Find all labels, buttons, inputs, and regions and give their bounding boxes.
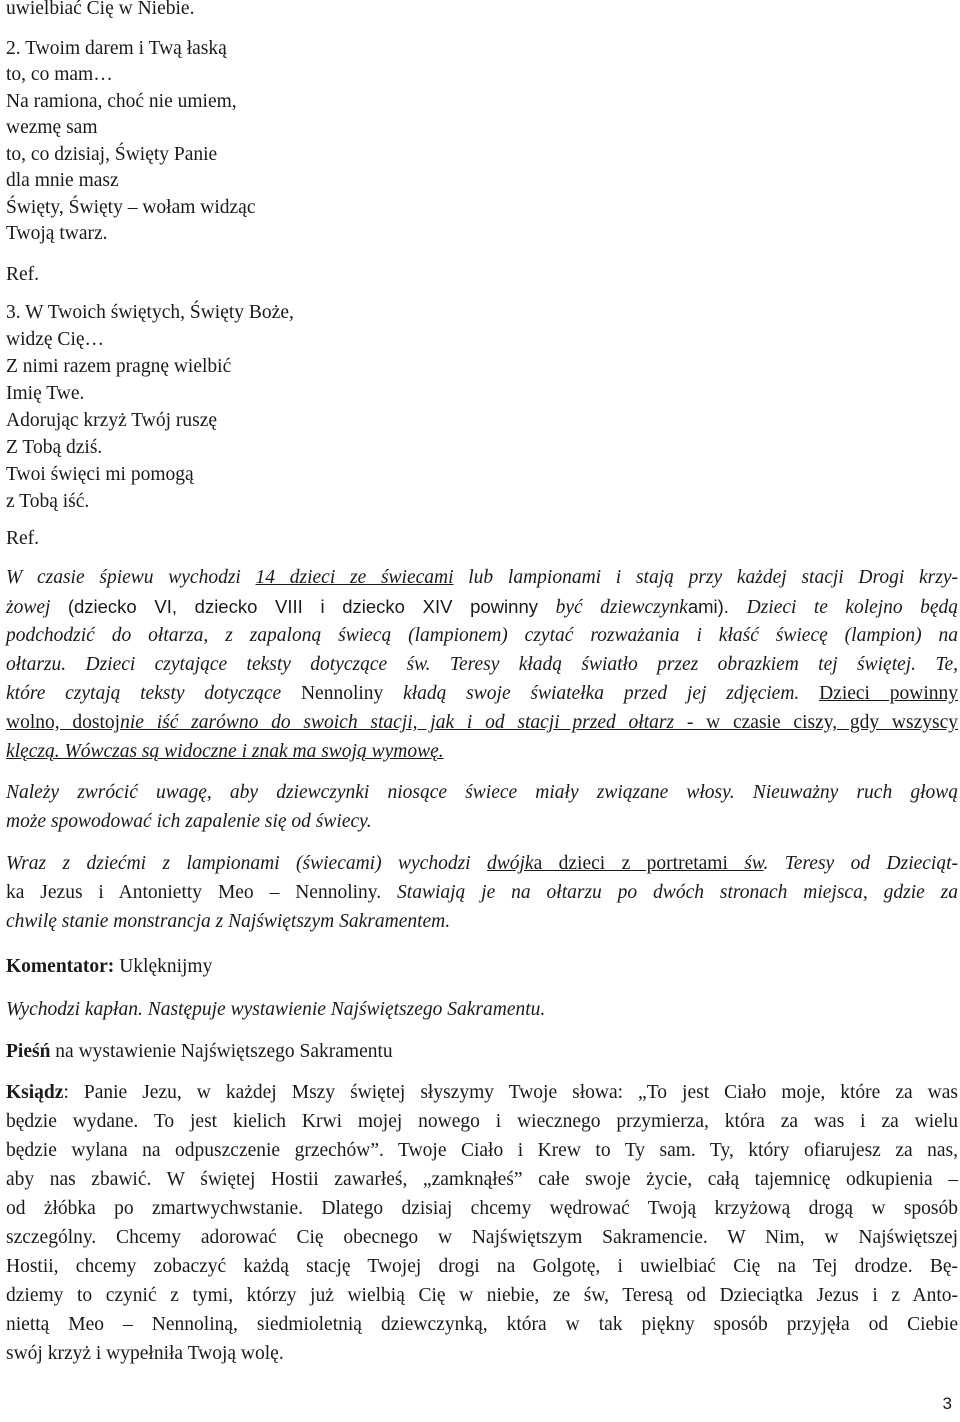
song-line: z Tobą iść. xyxy=(6,491,90,512)
rubric-text: Stawiają je na ołtarzu po dwóch stronach miejsca, gdzie za xyxy=(397,882,958,903)
song-line: widzę Cię… xyxy=(6,329,105,350)
rubric-underlined-text: 14 dzieci ze świecami xyxy=(255,567,454,588)
priest-line: aby nas zbawić. W świętej Hostii zawarłeś, „zamknąłeś” całe swoje życie, całą tajemnicę odkupienia – xyxy=(6,1169,958,1190)
rubric-underlined-text: dwójk xyxy=(486,853,534,874)
rubric-line: Należy zwrócić uwagę, aby dziewczynki niosące świece miały związane włosy. Nieuważny ruch głową xyxy=(6,782,958,803)
rubric-underlined-text: wolno, dostoj xyxy=(6,712,121,733)
rubric-text: kładą swoje światełka przed jej zdjęciem. xyxy=(383,683,820,704)
rubric-paragraph xyxy=(6,849,958,936)
song-line: Na ramiona, choć nie umiem, xyxy=(6,91,237,112)
refrain-marker: Ref. xyxy=(6,264,40,285)
commentator-line xyxy=(6,954,212,980)
rubric-line: klęczą. Wówczas są widoczne i znak ma swoją wymowę. xyxy=(6,741,444,762)
rubric-text: ka Jezus i Antonietty Meo – Nennoliny. xyxy=(6,882,398,903)
refrain-marker: Ref. xyxy=(6,528,40,549)
rubric-text: W czasie śpiewu wychodzi xyxy=(6,567,256,588)
rubric-underlined-text: Dzieci powinny xyxy=(819,683,958,704)
rubric-line: podchodzić do ołtarza, z zapaloną świecą (lampionem) czytać rozważania i kłaść świecę (lampion) na xyxy=(6,625,958,646)
rubric-text: być dziewczynk xyxy=(555,597,688,618)
song-line: uwielbiać Cię w Niebie. xyxy=(6,0,195,19)
song-line: to, co mam… xyxy=(6,64,113,85)
rubric-paragraph xyxy=(6,778,958,836)
song-line: Święty, Święty – wołam widząc xyxy=(6,197,256,218)
rubric-underlined-text: a dzieci z portretami xyxy=(533,853,728,874)
rubric-text: żowej xyxy=(6,597,68,618)
song-line: 2. Twoim darem i Twą łaską xyxy=(6,38,227,59)
priest-line: niettą Meo – Nennoliną, siedmioletnią dziewczynką, która w tak piękny sposób przyjęła od Ciebie xyxy=(6,1314,958,1335)
song-line: wezmę sam xyxy=(6,117,98,138)
song-line: to, co dzisiaj, Święty Panie xyxy=(6,144,218,165)
rubric-underlined-text: św xyxy=(727,853,764,874)
speaker-label: Ksiądz xyxy=(6,1082,64,1103)
hymn-label: Pieśń xyxy=(6,1041,51,1062)
priest-line: swój krzyż i wypełniła Twoją wolę. xyxy=(6,1343,284,1364)
priest-line: szczególny. Chcemy adorować Cię obecnego w Najświętszym Sakramencie. W Nim, w Najświętszej xyxy=(6,1227,958,1248)
song-line: Twoi święci mi pomogą xyxy=(6,464,194,485)
priest-line: będzie wylana na odpuszczenie grzechów”. Twoje Ciało i Krew to Ty sam. Ty, który ofiarujesz za nas, xyxy=(6,1140,958,1161)
rubric-text: . Teresy od Dzieciąt- xyxy=(763,853,958,874)
priest-line: Hostii, chcemy zobaczyć każdą stację Twojej drogi na Golgotę, i uwielbiać Cię na Tej drodze. Bę- xyxy=(6,1256,958,1277)
hymn-text: na wystawienie Najświętszego Sakramentu xyxy=(50,1041,393,1062)
rubric-text: Dzieci te kolejno będą xyxy=(746,597,958,618)
rubric-paragraph xyxy=(6,563,958,766)
speaker-text: Uklęknijmy xyxy=(114,956,213,977)
song-line: 3. W Twoich świętych, Święty Boże, xyxy=(6,302,294,323)
rubric-underlined-text: w czasie ciszy, gdy wszyscy xyxy=(706,712,958,733)
song-line: Adorując krzyż Twój ruszę xyxy=(6,410,218,431)
page-number: 3 xyxy=(942,1394,952,1413)
song-line: Z Tobą dziś. xyxy=(6,437,103,458)
rubric-text: Wraz z dziećmi z lampionami (świecami) wychodzi xyxy=(6,853,487,874)
rubric-underlined-text: nie iść zarówno do swoich stacji, jak i od stacji przed ołtarz - xyxy=(120,712,707,733)
priest-paragraph xyxy=(6,1078,958,1368)
rubric-line: chwilę stanie monstrancja z Najświętszym Sakramentem. xyxy=(6,911,451,932)
song-line: dla mnie masz xyxy=(6,170,119,191)
rubric-text: (dziecko VI, dziecko VIII i dziecko XIV powinny xyxy=(67,596,556,617)
priest-text: : Panie Jezu, w każdej Mszy świętej słyszymy Twoje słowa: „To jest Ciało moje, które za was xyxy=(63,1082,958,1103)
speaker-label: Komentator: xyxy=(6,956,115,977)
song-line: Z nimi razem pragnę wielbić xyxy=(6,356,232,377)
rubric-line: Wychodzi kapłan. Następuje wystawienie Najświętszego Sakramentu. xyxy=(6,999,546,1020)
rubric-text: ami). xyxy=(687,596,747,617)
priest-line: dziemy to czynić z tymi, którzy już wielbią Cię w niebie, ze św, Teresą od Dzieciątka Jezus i z Anto- xyxy=(6,1285,958,1306)
rubric-text: Nennoliny xyxy=(300,683,384,704)
priest-line: będzie wydane. To jest kielich Krwi mojej nowego i wiecznego przymierza, która za was i za wielu xyxy=(6,1111,958,1132)
song-line: Twoją twarz. xyxy=(6,223,108,244)
hymn-line xyxy=(6,1039,393,1065)
song-line: Imię Twe. xyxy=(6,383,85,404)
rubric-line: może spowodować ich zapalenie się od świecy. xyxy=(6,811,372,832)
rubric-line: ołtarzu. Dzieci czytające teksty dotyczące św. Teresy kładą światło przez obrazkiem tej świętej. Te, xyxy=(6,654,958,675)
priest-line: od żłóbka po zmartwychwstanie. Dlatego dzisiaj chcemy wędrować Twoją krzyżową drogą w sposób xyxy=(6,1198,958,1219)
rubric-text: lub lampionami i stają przy każdej stacji Drogi krzy- xyxy=(453,567,958,588)
rubric-text: które czytają teksty dotyczące xyxy=(6,683,301,704)
